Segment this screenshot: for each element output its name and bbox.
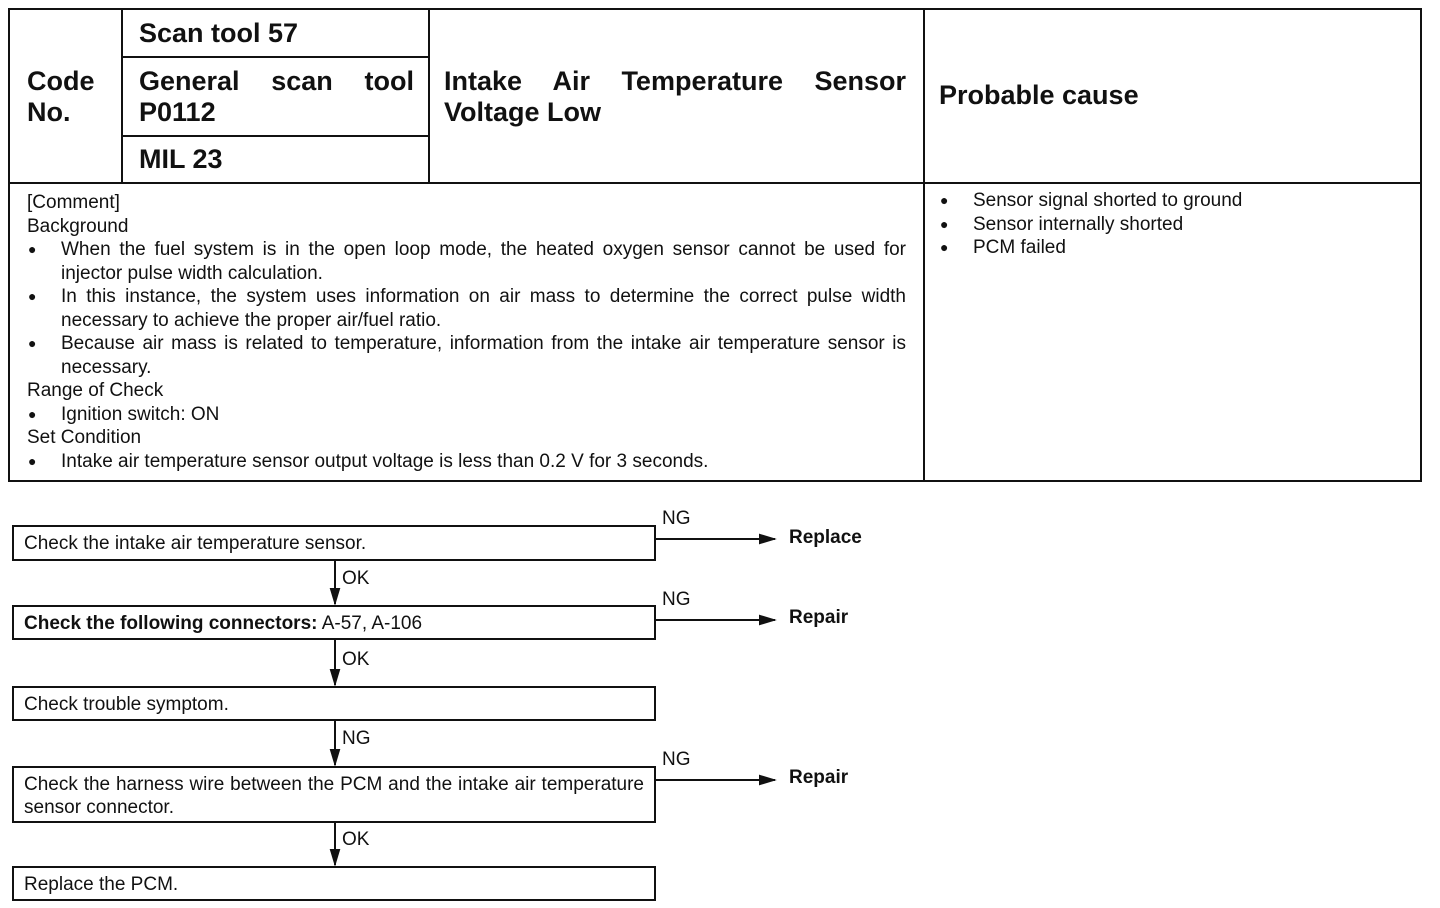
- background-item: ● Because air mass is related to temperature, information from the intake air temperature sensor is necessary.: [27, 332, 906, 379]
- general-scan-tool-code: General scan tool P0112: [139, 66, 414, 127]
- dtc-title: Intake Air Temperature Sensor Voltage Low: [444, 66, 906, 127]
- flow-step-check-symptom: Check trouble symptom.: [12, 686, 656, 721]
- ng-label: NG: [662, 508, 691, 529]
- background-item: ● In this instance, the system uses information on air mass to determine the correct pulse width necessary to achieve the proper air/fuel ratio.: [27, 285, 906, 332]
- flow-step-check-sensor: Check the intake air temperature sensor.: [12, 525, 656, 561]
- ok-label: OK: [342, 829, 370, 850]
- cause-item: ● Sensor internally shorted: [939, 213, 1409, 237]
- flow-step-replace-pcm: Replace the PCM.: [12, 866, 656, 901]
- ng-label: NG: [662, 589, 691, 610]
- probable-cause-heading: Probable cause: [939, 80, 1139, 110]
- ng-label: NG: [342, 728, 371, 749]
- connectors-list: A-57, A-106: [317, 613, 423, 634]
- range-item: ● Ignition switch: ON: [27, 403, 906, 427]
- background-item: ● When the fuel system is in the open loop mode, the heated oxygen sensor cannot be used for injector pulse width calculation.: [27, 238, 906, 285]
- set-condition-label: Set Condition: [27, 427, 142, 448]
- result-repair: Repair: [789, 767, 849, 788]
- connectors-label: Check the following connectors:: [24, 613, 318, 634]
- set-condition-item: ● Intake air temperature sensor output voltage is less than 0.2 V for 3 seconds.: [27, 450, 906, 474]
- mil-code: MIL 23: [139, 144, 223, 174]
- cause-item: ● PCM failed: [939, 236, 1409, 260]
- comment-label: [Comment]: [27, 192, 120, 213]
- background-label: Background: [27, 215, 129, 237]
- cause-item: ● Sensor signal shorted to ground: [939, 189, 1409, 213]
- ng-label: NG: [662, 749, 691, 770]
- flow-step-check-connectors: [12, 605, 656, 640]
- scan-tool-code: Scan tool 57: [139, 18, 299, 48]
- ok-label: OK: [342, 649, 370, 670]
- flow-step-check-harness: Check the harness wire between the PCM and the intake air temperature sensor connector.: [12, 766, 656, 823]
- range-of-check-label: Range of Check: [27, 380, 164, 401]
- code-number-label: Code No.: [27, 66, 95, 127]
- result-replace: Replace: [789, 527, 862, 548]
- ok-label: OK: [342, 568, 370, 589]
- result-repair: Repair: [789, 607, 849, 628]
